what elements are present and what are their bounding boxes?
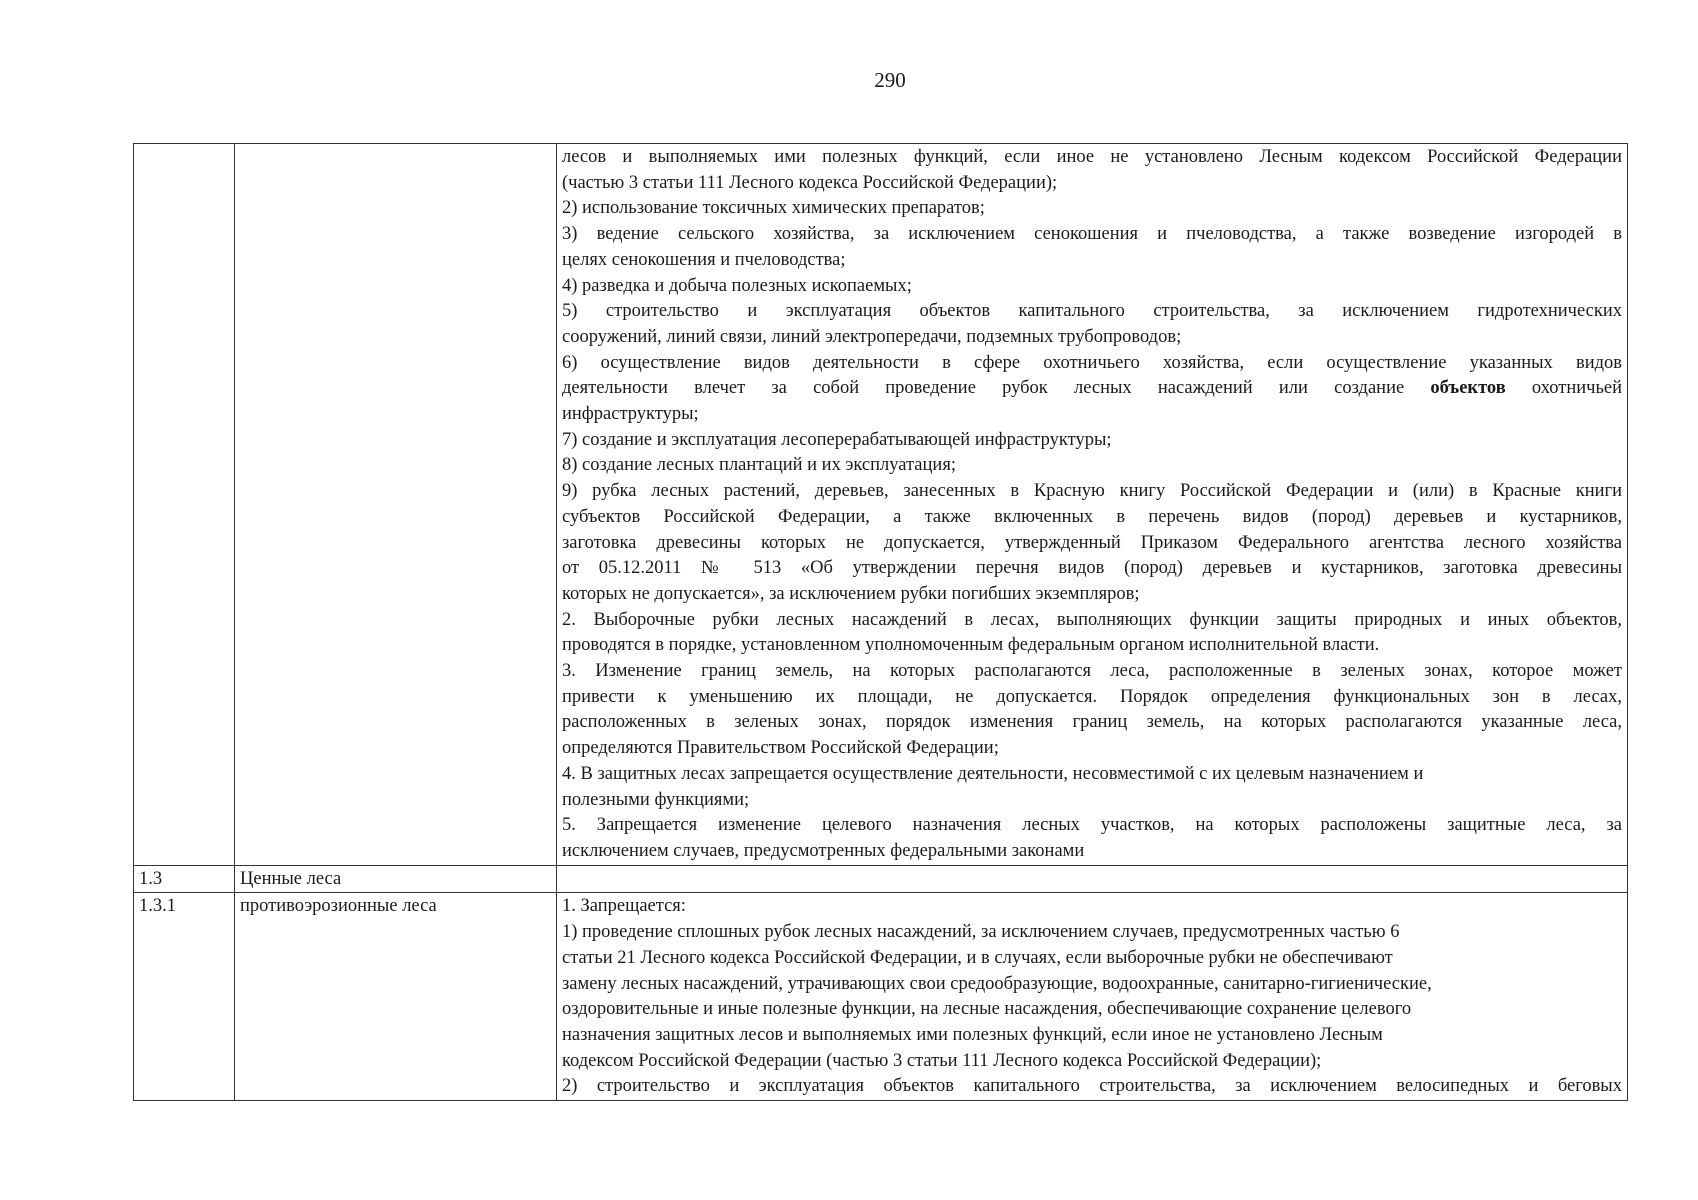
text-line: определяются Правительством Российской Федерации;	[562, 738, 999, 759]
text-line: (частью 3 статьи 111 Лесного кодекса Российской Федерации);	[562, 172, 1058, 193]
bold-text-segment: объектов	[1430, 378, 1506, 399]
text-line: 5) строительство и эксплуатация объектов капитального строительства, за исключением гидротехнических	[562, 301, 1622, 322]
text-segment: деятельности влечет за собой проведение рубок лесных насаждений или создание	[562, 378, 1431, 399]
text-line: 1. Запрещается:	[562, 896, 686, 917]
forest-category-cell: противоэрозионные леса	[235, 893, 557, 1101]
text-line: полезными функциями;	[562, 789, 750, 810]
text-line: 3) ведение сельского хозяйства, за исключением сенокошения и пчеловодства, а также возведение изгородей в	[562, 224, 1622, 245]
table-row	[134, 865, 1628, 893]
text-line: 1) проведение сплошных рубок лесных насаждений, за исключением случаев, предусмотренных частью 6	[562, 922, 1400, 943]
text-segment: охотничьей	[1505, 378, 1622, 399]
text-line: 8) создание лесных плантаций и их эксплуатация;	[562, 455, 956, 476]
row-number-cell	[134, 144, 235, 866]
regulations-table	[133, 143, 1628, 1101]
text-line: 6) осуществление видов деятельности в сфере охотничьего хозяйства, если осуществление указанных видов	[562, 352, 1622, 373]
text-line: 4) разведка и добыча полезных ископаемых;	[562, 275, 912, 296]
restrictions-cell	[557, 893, 1628, 1101]
text-line: заготовка древесины которых не допускается, утвержденный Приказом Федерального агентства лесного хозяйства	[562, 532, 1622, 553]
restrictions-cell	[557, 865, 1628, 893]
text-line: сооружений, линий связи, линий электропередачи, подземных трубопроводов;	[562, 326, 1182, 347]
text-line: 5. Запрещается изменение целевого назначения лесных участков, на которых расположены защитные леса, за	[562, 815, 1622, 836]
page-number: 290	[874, 68, 906, 92]
text-line: лесов и выполняемых ими полезных функций, если иное не установлено Лесным кодексом Российской Федерации	[562, 147, 1622, 167]
text-line: исключением случаев, предусмотренных федеральными законами	[562, 840, 1085, 861]
text-line: привести к уменьшению их площади, не допускается. Порядок определения функциональных зон в лесах,	[562, 686, 1622, 707]
text-line: 3. Изменение границ земель, на которых располагаются леса, расположенные в зеленых зонах, которое может	[562, 661, 1622, 682]
text-line: от 05.12.2011 № 513 «Об утверждении перечня видов (пород) деревьев и кустарников, заготовка древесины	[562, 558, 1622, 579]
text-line: 2) строительство и эксплуатация объектов капитального строительства, за исключением велосипедных и беговых	[562, 1076, 1622, 1097]
restrictions-cell	[557, 144, 1628, 866]
text-line: статьи 21 Лесного кодекса Российской Федерации, и в случаях, если выборочные рубки не обеспечивают	[562, 947, 1393, 968]
text-line	[562, 376, 1622, 402]
text-line: целях сенокошения и пчеловодства;	[562, 249, 846, 270]
text-line: 7) создание и эксплуатация лесоперерабатывающей инфраструктуры;	[562, 429, 1112, 450]
row-number-cell: 1.3	[134, 865, 235, 893]
table-row	[134, 893, 1628, 1101]
text-line: проводятся в порядке, установленном уполномоченным федеральным органом исполнительной власти.	[562, 635, 1380, 656]
text-line: 9) рубка лесных растений, деревьев, занесенных в Красную книгу Российской Федерации и (или) в Красные книги	[562, 481, 1622, 502]
text-line: 4. В защитных лесах запрещается осуществление деятельности, несовместимой с их целевым назначением и	[562, 763, 1424, 784]
forest-category-cell: Ценные леса	[235, 865, 557, 893]
text-line: субъектов Российской Федерации, а также включенных в перечень видов (пород) деревьев и кустарников,	[562, 506, 1622, 527]
text-line: оздоровительные и иные полезные функции, на лесные насаждения, обеспечивающие сохранение целевого	[562, 999, 1412, 1020]
text-line: расположенных в зеленых зонах, порядок изменения границ земель, на которых располагаются указанные леса,	[562, 712, 1622, 733]
text-line: кодексом Российской Федерации (частью 3 статьи 111 Лесного кодекса Российской Федерации);	[562, 1050, 1322, 1071]
text-line: 2) использование токсичных химических препаратов;	[562, 198, 985, 219]
forest-category-cell	[235, 144, 557, 866]
text-line: инфраструктуры;	[562, 404, 699, 425]
text-line: 2. Выборочные рубки лесных насаждений в лесах, выполняющих функции защиты природных и иных объектов,	[562, 609, 1622, 630]
row-number-cell: 1.3.1	[134, 893, 235, 1101]
text-line: назначения защитных лесов и выполняемых ими полезных функций, если иное не установлено Лесным	[562, 1024, 1383, 1045]
text-line: которых не допускается», за исключением рубки погибших экземпляров;	[562, 583, 1140, 604]
table-row	[134, 144, 1628, 866]
text-line: замену лесных насаждений, утрачивающих свои средообразующие, водоохранные, санитарно-гигиенические,	[562, 973, 1432, 994]
